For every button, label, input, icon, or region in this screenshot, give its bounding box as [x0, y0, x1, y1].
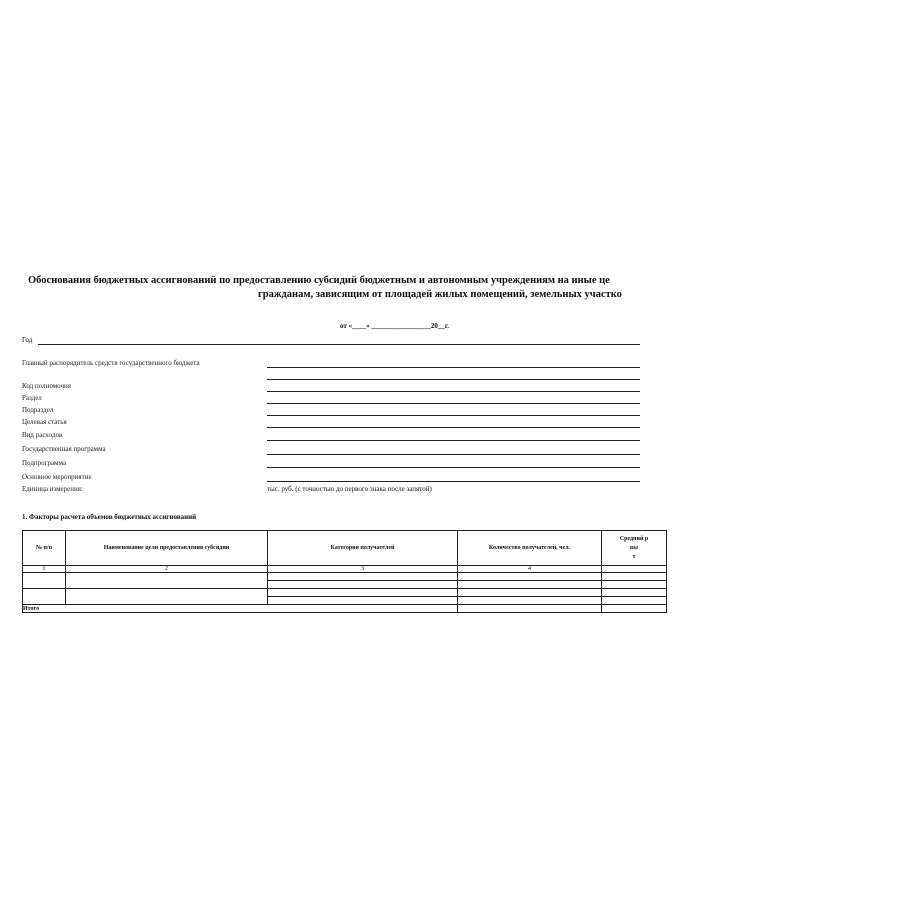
field-label-target-article: Целевая статья [22, 418, 67, 426]
section-1-title: 1. Факторы расчета объемов бюджетных ассигнований [22, 513, 197, 521]
field-rule-state-program [267, 454, 640, 455]
table-cell [458, 573, 602, 581]
table-cell [458, 581, 602, 589]
table-cell [602, 589, 667, 597]
date-line: от «____» _________________20__г. [340, 322, 449, 330]
unit-value: тыс. руб. (с точностью до первого знака после запятой) [267, 485, 432, 493]
header-purpose: Наименование цели предоставления субсидии [66, 531, 268, 566]
field-label-main-activity: Основное мероприятие [22, 473, 92, 481]
header-recipient-count: Количество получателей, чел. [458, 531, 602, 566]
table-cell [458, 589, 602, 597]
field-rule-subprogram [267, 467, 640, 468]
field-rule-chief-manager [267, 367, 640, 368]
field-label-section: Раздел [22, 394, 42, 402]
table-header-row [23, 531, 667, 566]
field-rule-subsection [267, 415, 640, 416]
field-label-authority-code: Код полномочия [22, 382, 71, 390]
header-average: Средний р вы т [602, 531, 667, 566]
col-number-5 [602, 566, 667, 573]
col-number-4: 4 [458, 566, 602, 573]
header-category: Категория получателей [268, 531, 458, 566]
year-label: Год [22, 336, 33, 344]
table-numbering-row [23, 566, 667, 573]
year-rule [38, 344, 640, 345]
field-label-subprogram: Подпрограмма [22, 459, 67, 467]
field-rule-section [267, 403, 640, 404]
table-cell [23, 589, 66, 605]
table-total-row [23, 605, 667, 613]
field-rule-expense-type [267, 440, 640, 441]
table-cell [458, 597, 602, 605]
col-number-2: 2 [66, 566, 268, 573]
table-cell [268, 597, 458, 605]
table-cell [268, 581, 458, 589]
factors-table [22, 530, 667, 613]
table-cell [23, 573, 66, 589]
field-label-state-program: Государственная программа [22, 445, 106, 453]
table-row [23, 589, 667, 597]
table-cell [458, 605, 602, 613]
table-cell [268, 573, 458, 581]
table-cell [602, 573, 667, 581]
document-title-line-2: гражданам, зависящим от площадей жилых помещений, земельных участко [258, 289, 622, 300]
table-cell [602, 581, 667, 589]
table-cell [268, 589, 458, 597]
field-label-chief-manager: Главный распорядитель средств государственного бюджета [22, 359, 200, 367]
field-rule-authority-code [267, 391, 640, 392]
table-cell [602, 605, 667, 613]
table-row [23, 573, 667, 581]
field-rule-chief-manager-2 [267, 379, 640, 380]
field-rule-target-article [267, 427, 640, 428]
field-label-unit: Единица измерения: [22, 485, 83, 493]
table-cell [602, 597, 667, 605]
field-label-subsection: Подраздел [22, 406, 54, 414]
col-number-3: 3 [268, 566, 458, 573]
table-cell [66, 589, 268, 605]
total-label: Итого [23, 605, 458, 613]
header-number: № п/п [23, 531, 66, 566]
col-number-1: 1 [23, 566, 66, 573]
field-label-expense-type: Вид расходов [22, 431, 63, 439]
field-rule-main-activity [267, 481, 640, 482]
table-cell [66, 573, 268, 589]
document-title-line-1: Обоснования бюджетных ассигнований по предоставлению субсидий бюджетным и автономным учреждениям на иные це [28, 275, 610, 286]
